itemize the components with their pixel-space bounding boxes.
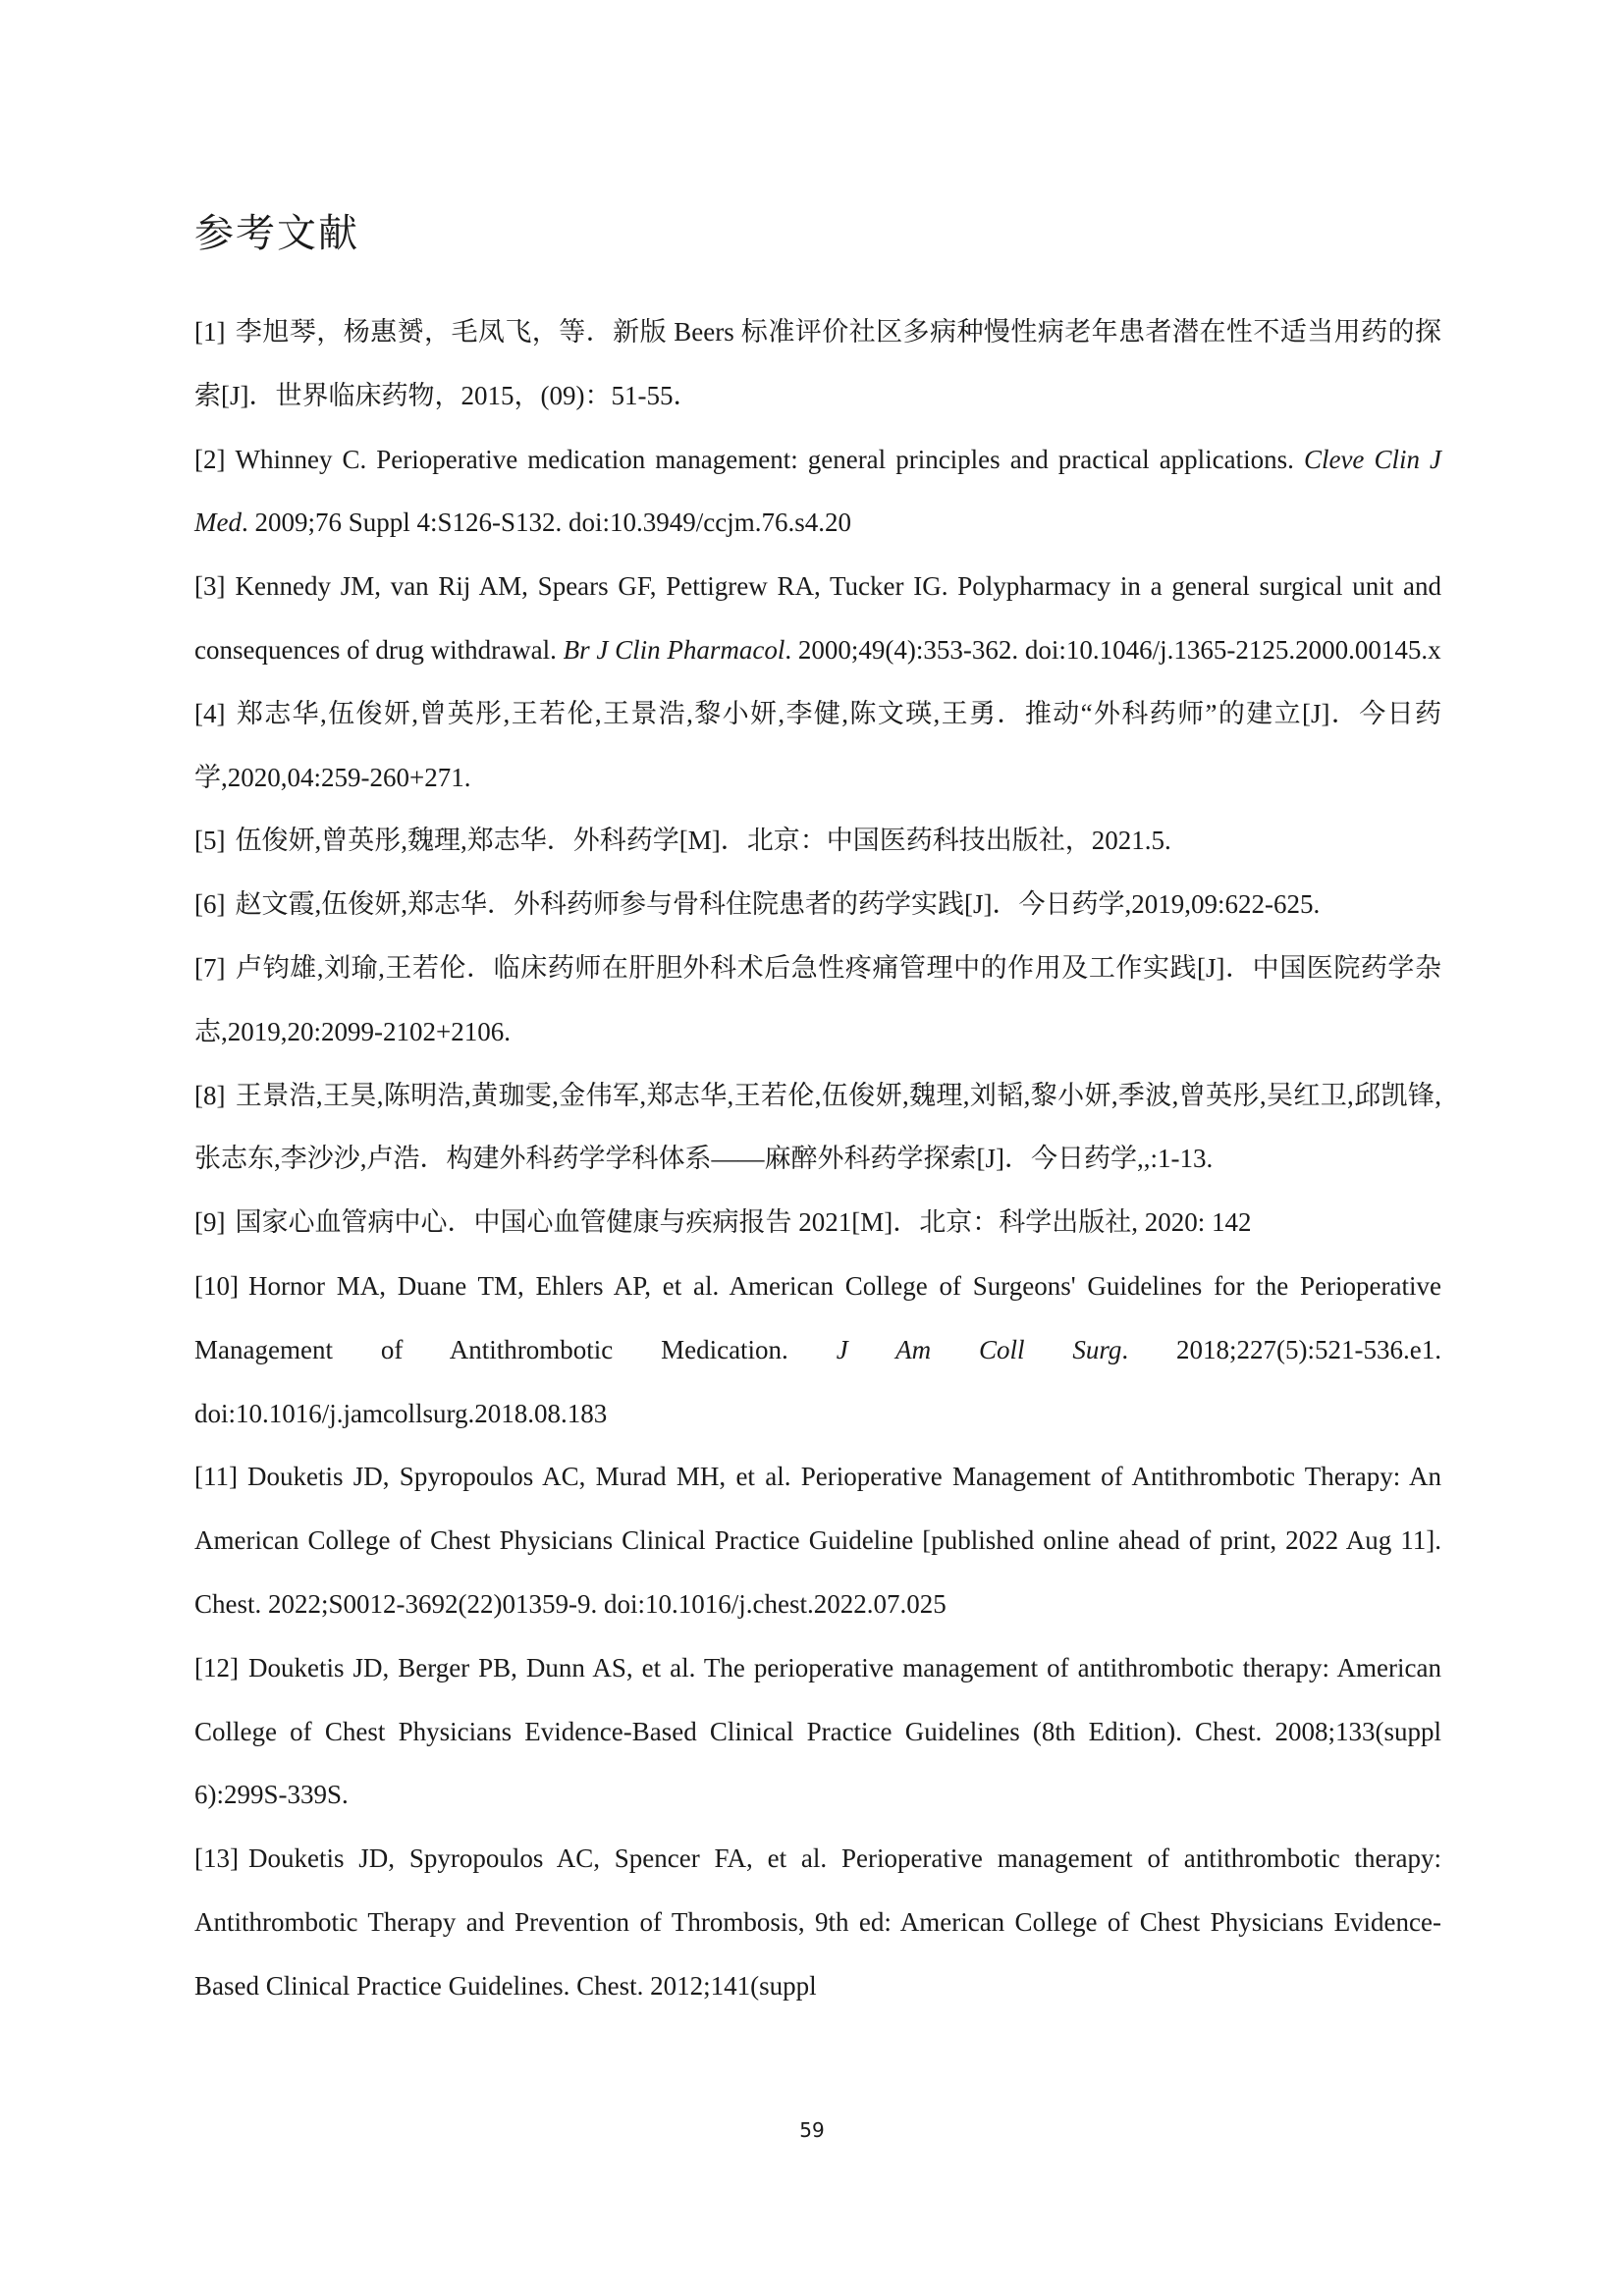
reference-text: . 2000;49(4):353-362. doi:10.1046/j.1365-2125.2000.00145.x xyxy=(785,634,1441,665)
reference-number: [8] xyxy=(194,1080,226,1110)
reference-text: 赵文霞,伍俊妍,郑志华．外科药师参与骨科住院患者的药学实践[J]．今日药学,2019,09:622-625. xyxy=(235,889,1321,920)
reference-text: . 2009;76 Suppl 4:S126-S132. doi:10.3949/ccjm.76.s4.20 xyxy=(241,507,852,538)
reference-text: Kennedy JM, van Rij AM, Spears GF, Pettigrew RA, Tucker IG. Polypharmacy in a general surgical unit and consequences of drug withdrawal. xyxy=(194,571,1441,665)
reference-item xyxy=(194,936,1441,1064)
reference-item xyxy=(194,1445,1441,1635)
reference-text: 卢钧雄,刘瑜,王若伦．临床药师在肝胆外科术后急性疼痛管理中的作用及工作实践[J]．中国医院药学杂志,2019,20:2099-2102+2106. xyxy=(194,952,1441,1046)
reference-text: Douketis JD, Spyropoulos AC, Spencer FA, et al. Perioperative management of antithrombotic therapy: Antithrombotic Therapy and Prevention of Thrombosis, 9th ed: American College of Chest Physicians Evidence-Based Clinical Practice Guidelines. Chest. 2012;141(suppl xyxy=(194,1843,1441,2001)
reference-number: [2] xyxy=(194,444,226,474)
reference-number: [6] xyxy=(194,889,226,920)
reference-item xyxy=(194,1191,1441,1255)
reference-number: [5] xyxy=(194,826,226,856)
reference-number: [9] xyxy=(194,1207,226,1238)
journal-name: J Am Coll Surg xyxy=(836,1334,1122,1364)
reference-number: [12] xyxy=(194,1652,239,1682)
journal-name: Br J Clin Pharmacol xyxy=(563,634,785,665)
reference-text: 国家心血管病中心．中国心血管健康与疾病报告 2021[M]．北京：科学出版社, 2020: 142 xyxy=(235,1207,1252,1238)
reference-number: [4] xyxy=(194,698,226,728)
reference-text: 郑志华,伍俊妍,曾英彤,王若伦,王景浩,黎小妍,李健,陈文瑛,王勇．推动“外科药师”的建立[J]．今日药学,2020,04:259-260+271. xyxy=(194,698,1441,792)
reference-text: 李旭琴，杨惠赟，毛凤飞，等．新版 Beers 标准评价社区多病种慢性病老年患者潜在性不适当用药的探索[J]．世界临床药物，2015，(09)：51-55． xyxy=(194,317,1441,410)
reference-number: [1] xyxy=(194,317,226,347)
reference-number: [13] xyxy=(194,1843,239,1874)
reference-item xyxy=(194,682,1441,810)
reference-item xyxy=(194,300,1441,428)
reference-item xyxy=(194,1255,1441,1445)
reference-text: Whinney C. Perioperative medication management: general principles and practical applications. xyxy=(235,444,1304,474)
reference-number: [11] xyxy=(194,1462,238,1492)
reference-number: [10] xyxy=(194,1270,239,1301)
reference-text: 伍俊妍,曾英彤,魏理,郑志华．外科药学[M]．北京：中国医药科技出版社，2021.5. xyxy=(235,826,1171,856)
reference-item xyxy=(194,428,1441,556)
reference-text: Douketis JD, Spyropoulos AC, Murad MH, et al. Perioperative Management of Antithrombotic Therapy: An American College of Chest Physicians Clinical Practice Guideline [published online ahead of print, 2022 Aug 11]. Chest. 2022;S0012-3692(22)01359-9. doi:10.1016/j.chest.2022.07.025 xyxy=(194,1462,1441,1619)
reference-item xyxy=(194,1827,1441,2017)
reference-list xyxy=(194,300,1441,2018)
page-number: 59 xyxy=(799,2118,825,2142)
reference-item xyxy=(194,555,1441,682)
reference-text: Hornor MA, Duane TM, Ehlers AP, et al. American College of Surgeons' Guidelines for the Perioperative Management of Antithrombotic Medication. xyxy=(194,1270,1441,1364)
reference-text: . 2018;227(5):521-536.e1. doi:10.1016/j.jamcollsurg.2018.08.183 xyxy=(194,1334,1441,1428)
reference-number: [3] xyxy=(194,571,226,602)
reference-text: 王景浩,王昊,陈明浩,黄珈雯,金伟军,郑志华,王若伦,伍俊妍,魏理,刘韬,黎小妍,季波,曾英彤,吴红卫,邱凯锋,张志东,李沙沙,卢浩．构建外科药学学科体系——麻醉外科药学探索[J]．今日药学,,:1-13. xyxy=(194,1080,1441,1174)
reference-item xyxy=(194,1636,1441,1827)
section-title: 参考文献 xyxy=(194,211,359,256)
reference-number: [7] xyxy=(194,952,226,983)
reference-item xyxy=(194,1064,1441,1192)
reference-item xyxy=(194,809,1441,873)
reference-item xyxy=(194,873,1441,936)
journal-name: Cleve Clin J Med xyxy=(194,444,1441,538)
reference-text: Douketis JD, Berger PB, Dunn AS, et al. The perioperative management of antithrombotic therapy: American College of Chest Physicians Evidence-Based Clinical Practice Guidelines (8th Edition). Chest. 2008;133(suppl 6):299S-339S. xyxy=(194,1652,1441,1810)
